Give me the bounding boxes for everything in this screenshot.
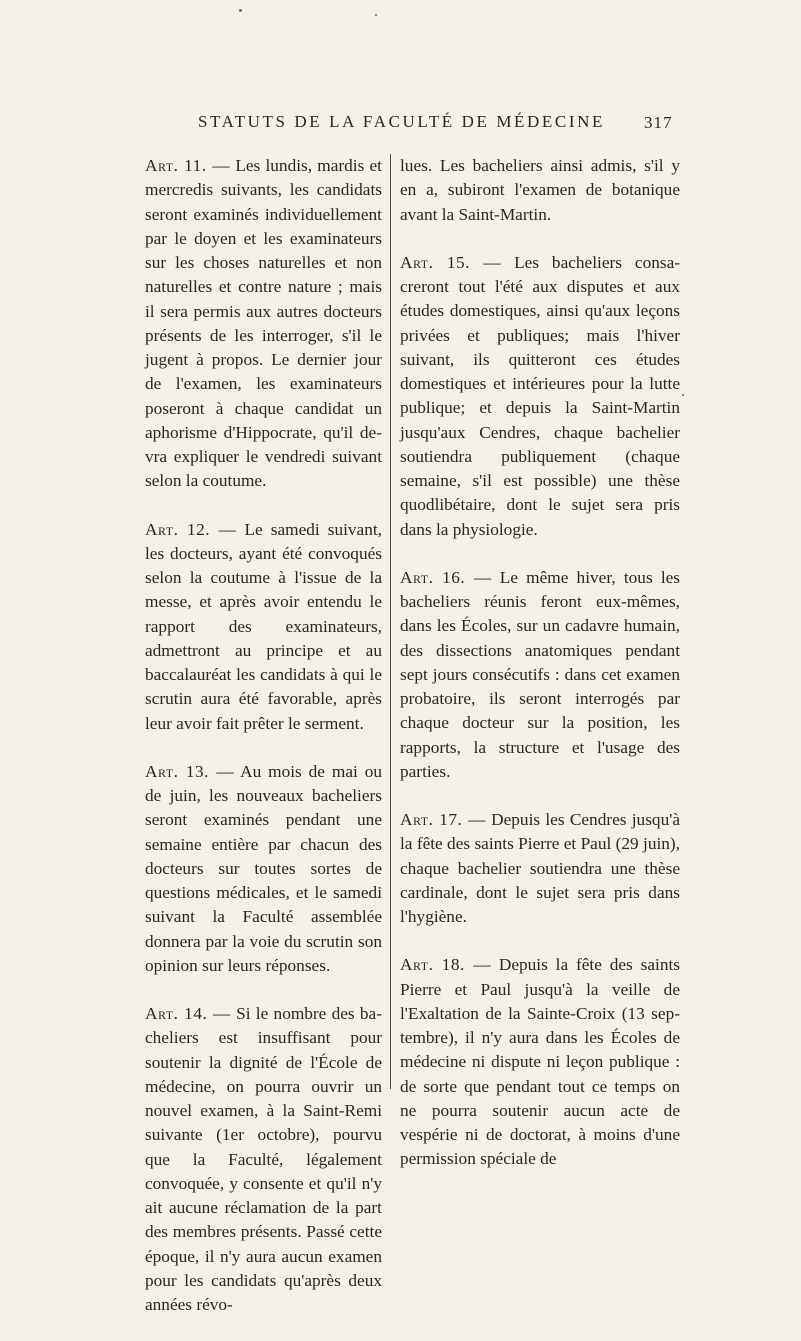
article-11 [145, 154, 382, 494]
article-14 [145, 1002, 382, 1317]
article-text: Les bacheliers consacreront tout l'été aux disputes et aux études domestiques, ainsi qu'aux leçons privées et publiques; mais l'hiver suivant, ils quitteront ces études domestiques et intérieures pour la lutte publique; et depuis la Saint-Martin jusqu'aux Cendres, chaque bachelier soutiendra publiquement (chaque semaine, s'il est possible) une thèse quodlibétaire, dont le sujet sera pris dans la physiologie. [400, 252, 681, 539]
print-speck [375, 14, 377, 16]
article-text: Si le nombre des bacheliers est insuffisant pour soutenir la dignité de l'École de médecine, on pourra ouvrir un nouvel examen, à la Saint-Remi suivante (1er octobre), pourvu que la Faculté, légalement convoquée, y consente et qu'il n'y ait aucune réclamation de la part des membres présents. Passé cette époque, il n'y aura aucun examen pour les candidats qu'après deux années révo- [145, 1004, 382, 1314]
article-label: Art. 12. — [145, 519, 237, 539]
print-speck [682, 394, 684, 396]
article-text: Les lundis, mardis et mercredis suivants, les candidats seront examinés individuellement par le doyen et les examinateurs sur les choses naturelles et non naturelles et contre nature ; mais il sera permis aux autres docteurs présents de les interroger, s'il le jugent à propos. Le dernier jour de l'examen, les examinateurs poseront à chaque candidat un aphorisme d'Hippocrate, qu'il devra expliquer le vendredi suivant selon la coutume. [145, 156, 382, 491]
article-12 [145, 518, 382, 736]
article-label: Art. 16. — [400, 567, 492, 587]
article-label: Art. 13. — [145, 761, 235, 781]
article-14-continuation [400, 154, 680, 227]
print-speck [239, 9, 242, 12]
article-text: Le même hiver, tous les bacheliers réunis feront eux-mêmes, dans les Écoles, sur un cadavre humain, des dissections anatomiques pendant sept jours consécutifs : dans cet examen probatoire, ils seront interrogés par chaque docteur sur la position, les rapports, la structure et l'usage des parties. [400, 567, 681, 781]
article-17 [400, 808, 680, 929]
article-text: Le samedi suivant, les docteurs, ayant été convoqués selon la coutume à l'issue de la messe, et après avoir entendu le rapport des examinateurs, admettront au principe et au baccalauréat les candidats à qui le scrutin aura été favorable, après leur avoir fait prêter le serment. [145, 519, 382, 733]
article-15 [400, 251, 680, 542]
page-title: STATUTS DE LA FACULTÉ DE MÉDECINE [198, 112, 605, 131]
running-head [0, 112, 801, 136]
article-label: Art. 11. — [145, 156, 231, 175]
article-label: Art. 15. — [400, 252, 502, 272]
left-column [145, 154, 382, 1341]
column-divider [390, 154, 391, 1089]
article-text: Depuis la fête des saints Pierre et Paul jusqu'à la veille de l'Exaltation de la Sainte-Croix (13 septembre), il n'y aura dans les Écoles de médecine ni dispute ni leçon publique : de sorte que pendant tout ce temps on ne pourra soutenir aucun acte de vespérie ni de doctorat, à moins d'une permission spéciale de [400, 955, 680, 1169]
article-18 [400, 953, 680, 1171]
page-number: 317 [644, 113, 673, 132]
article-text: lues. Les bacheliers ainsi admis, s'il y en a, subiront l'examen de botanique avant la Saint-Martin. [400, 156, 680, 224]
article-16 [400, 566, 680, 784]
right-column [400, 154, 680, 1196]
article-text: Depuis les Cendres jusqu'à la fête des saints Pierre et Paul (29 juin), chaque bachelier soutiendra une thèse cardinale, dont le sujet sera pris dans l'hygiène. [400, 810, 680, 926]
article-label: Art. 18. — [400, 955, 491, 975]
article-text: Au mois de mai ou de juin, les nouveaux bacheliers seront examinés pendant une semaine entière par chacun des docteurs sur toutes sortes de questions médicales, et le samedi suivant la Faculté assemblée donnera par la voie du scrutin son opinion sur leurs réponses. [145, 761, 382, 975]
article-label: Art. 14. — [145, 1004, 231, 1023]
article-label: Art. 17. — [400, 810, 486, 829]
article-13 [145, 760, 382, 978]
